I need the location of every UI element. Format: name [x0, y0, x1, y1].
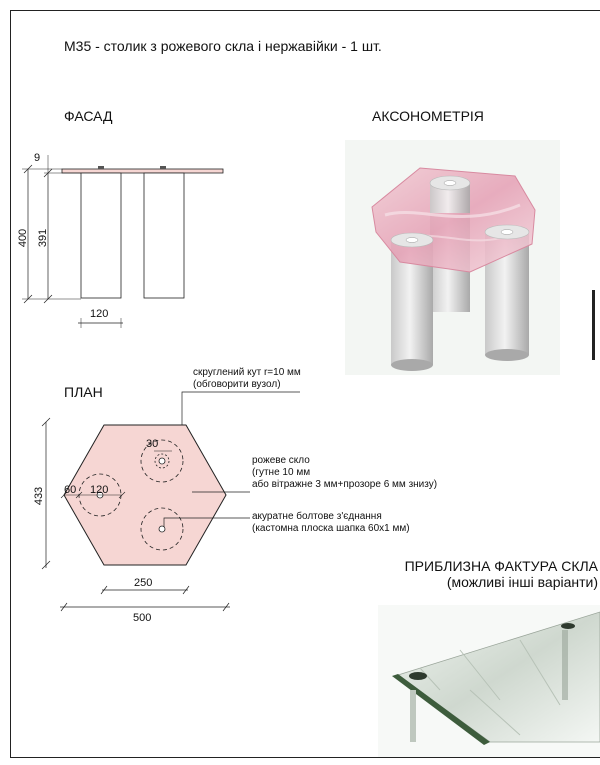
dim-bolt-head: 30 — [146, 438, 159, 450]
facade-glass-top — [62, 169, 223, 173]
dim-edge-offset: 60 — [64, 484, 77, 496]
note-corner-line1: скруглений кут r=10 мм — [193, 367, 301, 378]
note-bolt-line1: акуратне болтове з'єднання — [252, 511, 382, 522]
leader-corner — [182, 392, 300, 425]
document-title: М35 - столик з рожевого скла і нержавійки - 1 шт. — [64, 38, 382, 54]
note-corner-line2: (обговорити вузол) — [193, 379, 281, 390]
heading-axonometry: АКСОНОМЕТРІЯ — [372, 108, 484, 124]
note-bolt-line2: (кастомна плоска шапка 60х1 мм) — [252, 523, 410, 534]
facade-leg-right — [144, 173, 184, 298]
heading-texture: ПРИБЛИЗНА ФАКТУРА СКЛА — [404, 558, 598, 574]
facade-leg-left — [81, 173, 121, 298]
dim-depth: 433 — [33, 486, 46, 506]
heading-plan: ПЛАН — [64, 384, 103, 400]
page-edge-mark — [592, 290, 595, 360]
heading-facade: ФАСАД — [64, 108, 113, 124]
note-glass-line3: або вітражне 3 мм+прозоре 6 мм знизу) — [252, 479, 438, 490]
dim-glass-thickness: 9 — [34, 152, 41, 164]
subheading-texture: (можливі інші варіанти) — [446, 574, 598, 590]
texture-photo — [378, 605, 600, 757]
note-glass-line2: (гутне 10 мм — [252, 467, 311, 478]
plan-view — [42, 392, 300, 611]
dim-facade-leg-diameter: 120 — [90, 308, 109, 320]
dim-total-height: 400 — [17, 228, 30, 248]
dim-side: 250 — [134, 577, 153, 589]
dim-leg-height: 391 — [37, 228, 50, 248]
axonometry-view — [345, 140, 595, 375]
facade-bolt-left — [98, 166, 104, 169]
note-glass-line1: рожеве скло — [252, 455, 310, 466]
facade-view — [22, 155, 223, 328]
facade-bolt-right — [160, 166, 166, 169]
dim-plan-leg-diameter: 120 — [90, 484, 109, 496]
dim-width: 500 — [133, 612, 152, 624]
